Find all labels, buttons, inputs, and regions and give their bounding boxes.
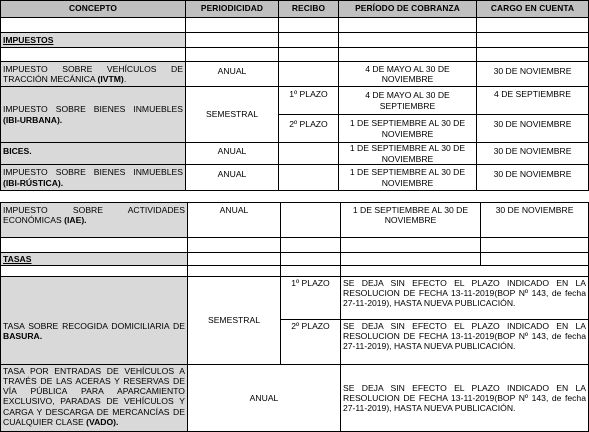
blank-row-3-periodo	[340, 237, 481, 253]
row-vado-periodicidad-value: ANUAL	[249, 392, 279, 403]
header-periodo	[338, 0, 477, 18]
row-basura-plazo1-recibo-value: 1º PLAZO	[291, 278, 330, 288]
header-cargo	[476, 0, 589, 18]
header-periodicidad-label: PERIODICIDAD	[200, 3, 264, 14]
blank-row-1-periodicidad	[185, 17, 279, 33]
blank-row-2-periodicidad	[185, 47, 279, 62]
row-iae-concepto-bold: (IAE).	[64, 215, 87, 226]
row-bices-recibo	[278, 142, 339, 165]
blank-row-2-recibo	[278, 47, 339, 62]
row-ibi-urbana-plazo2-periodo-value: 1 DE SEPTIEMBRE AL 30 DE NOVIEMBRE	[349, 118, 466, 139]
row-ibi-urbana-plazo2-recibo-value: 2º PLAZO	[289, 119, 328, 129]
header-periodicidad	[185, 0, 279, 18]
row-ibi-rustica-cargo	[476, 164, 589, 191]
row-ivtm-cargo	[476, 61, 589, 87]
blank-row-3-periodicidad	[187, 237, 281, 253]
row-vado-nota-value: SE DEJA SIN EFECTO EL PLAZO INDICADO EN LA RESOLUCION DE FECHA 13-11-2019(BOP Nº 143, de fecha 27-11-2019), HASTA NUEVA PUBLICACIÓN.	[343, 382, 586, 414]
row-ibi-rustica-periodicidad-value: ANUAL	[217, 169, 247, 179]
section-impuestos	[0, 32, 186, 48]
row-ivtm-periodo-value: 4 DE MAYO AL 30 DE NOVIEMBRE	[365, 63, 450, 84]
section-impuestos-periodicidad	[185, 32, 279, 48]
row-basura-plazo1-nota-value: SE DEJA SIN EFECTO EL PLAZO INDICADO EN LA RESOLUCION DE FECHA 13-11-2019(BOP Nº 143, de fecha 27-11-2019), HASTA NUEVA PUBLICACIÓN.	[343, 278, 586, 309]
row-ibi-rustica-periodo	[338, 164, 477, 191]
section-impuestos-periodo	[338, 32, 477, 48]
row-bices-concepto-bold: BICES.	[3, 146, 32, 156]
row-vado-concepto-bold: (VADO).	[86, 416, 119, 427]
row-vado-concepto-text: TASA POR ENTRADAS DE VEHÍCULOS A TRAVÉS DE LAS ACERAS Y RESERVAS DE VÍA PÚBLICA PARA APARCAMIENTO EXCLUSIVO, PARADAS DE VEHÍCULOS Y CARGA Y DESCARGA DE MERCANCÍAS DE CUALQUIER CLASE	[3, 366, 185, 427]
section-impuestos-recibo	[278, 32, 339, 48]
blank-row-3-recibo	[280, 237, 341, 253]
row-ibi-rustica-concepto-text: IMPUESTO SOBRE BIENES INMUEBLES	[3, 167, 183, 178]
header-periodo-label: PERÍODO DE COBRANZA	[355, 3, 460, 14]
blank-row-1-recibo	[278, 17, 339, 33]
blank-row-2-cargo	[476, 47, 589, 62]
row-ibi-urbana-plazo1-cargo-value: 4 DE SEPTIEMBRE	[494, 89, 571, 99]
row-basura-plazo2-nota-value: SE DEJA SIN EFECTO EL PLAZO INDICADO EN LA RESOLUCION DE FECHA 13-11-2019(BOP Nº 143, de fecha 27-11-2019), HASTA NUEVA PUBLICACIÓN.	[343, 321, 586, 352]
row-ibi-urbana-plazo1-recibo-value: 1º PLAZO	[289, 89, 328, 99]
row-basura-concepto-bold: BASURA.	[3, 331, 43, 342]
section-tasas-recibo	[280, 252, 341, 266]
row-ivtm-concepto-text: IMPUESTO SOBRE VEHÍCULOS DE TRACCIÓN MECÁNICA	[3, 63, 183, 84]
section-impuestos-label: IMPUESTOS	[3, 34, 54, 45]
row-ivtm-periodicidad-value: ANUAL	[217, 66, 247, 76]
row-ivtm-concepto-tail: .	[123, 74, 127, 84]
row-ibi-rustica-concepto	[0, 164, 186, 191]
row-iae-periodo	[340, 202, 481, 238]
blank-row-1-concepto	[0, 17, 186, 33]
section-tasas-label: TASAS	[3, 253, 32, 264]
row-basura-plazo1-nota	[340, 276, 589, 320]
row-ivtm-recibo	[278, 61, 339, 87]
section-tasas-cargo	[480, 252, 589, 266]
row-bices-periodicidad	[185, 142, 279, 165]
row-bices-cargo-value: 30 DE NOVIEMBRE	[493, 146, 572, 156]
row-ivtm-cargo-value: 30 DE NOVIEMBRE	[493, 66, 572, 76]
header-concepto-label: CONCEPTO	[68, 3, 118, 14]
row-bices-concepto	[0, 142, 186, 165]
row-ibi-urbana-concepto-text: IMPUESTO SOBRE BIENES INMUEBLES	[3, 104, 183, 115]
row-basura-concepto-text: TASA SOBRE RECOGIDA DOMICILIARIA DE	[3, 321, 185, 331]
row-basura-periodicidad	[187, 276, 281, 365]
row-iae-periodicidad-value: ANUAL	[219, 205, 249, 215]
row-ibi-urbana-plazo2-cargo-value: 30 DE NOVIEMBRE	[493, 119, 572, 129]
blank-row-3-cargo	[480, 237, 589, 253]
header-cargo-label: CARGO EN CUENTA	[490, 3, 575, 14]
header-recibo	[278, 0, 339, 18]
blank-row-1-cargo	[476, 17, 589, 33]
section-impuestos-cargo	[476, 32, 589, 48]
blank-row-2-concepto	[0, 47, 186, 62]
row-ibi-rustica-concepto-bold: (IBI-RÚSTICA).	[3, 177, 64, 188]
row-iae-concepto-text: IMPUESTO SOBRE ACTIVIDADES ECONÓMICAS	[3, 205, 185, 226]
row-bices-periodo-value: 1 DE SEPTIEMBRE AL 30 DE NOVIEMBRE	[349, 143, 466, 164]
row-basura-plazo2-recibo	[280, 319, 341, 365]
row-vado-concepto	[0, 364, 188, 432]
row-bices-cargo	[476, 142, 589, 165]
row-ibi-urbana-plazo1-cargo	[476, 86, 589, 115]
row-basura-periodicidad-value: SEMESTRAL	[207, 315, 261, 326]
row-ibi-urbana-periodicidad-value: SEMESTRAL	[205, 109, 259, 120]
row-ibi-urbana-periodicidad	[185, 86, 279, 143]
row-ivtm-periodo	[338, 61, 477, 87]
row-iae-cargo	[480, 202, 589, 238]
row-ibi-urbana-concepto-bold: (IBI-URBANA).	[3, 114, 63, 125]
row-ibi-urbana-plazo2-periodo	[338, 114, 477, 143]
row-ibi-rustica-periodo-value: 1 DE SEPTIEMBRE AL 30 DE NOVIEMBRE	[349, 167, 466, 188]
row-basura-plazo2-nota	[340, 319, 589, 365]
blank-row-1-periodo	[338, 17, 477, 33]
row-basura-plazo1-recibo	[280, 276, 341, 320]
row-vado-nota	[340, 364, 589, 432]
row-vado-periodicidad	[187, 364, 341, 432]
row-ibi-rustica-recibo	[278, 164, 339, 191]
row-ivtm-periodicidad	[185, 61, 279, 87]
row-ivtm-concepto	[0, 61, 186, 87]
row-ibi-rustica-cargo-value: 30 DE NOVIEMBRE	[493, 169, 572, 179]
row-ibi-urbana-plazo2-recibo	[278, 114, 339, 143]
section-tasas-periodicidad	[187, 252, 281, 266]
row-bices-periodo	[338, 142, 477, 165]
section-tasas	[0, 252, 188, 266]
row-ibi-urbana-plazo1-periodo	[338, 86, 477, 115]
row-ibi-urbana-plazo1-recibo	[278, 86, 339, 115]
row-iae-cargo-value: 30 DE NOVIEMBRE	[495, 205, 574, 215]
row-basura-plazo2-recibo-value: 2º PLAZO	[291, 321, 330, 331]
row-ibi-urbana-plazo1-periodo-value: 4 DE MAYO AL 30 DE SEPTIEMBRE	[365, 90, 450, 111]
row-ibi-urbana-plazo2-cargo	[476, 114, 589, 143]
row-iae-periodicidad	[187, 202, 281, 238]
row-bices-periodicidad-value: ANUAL	[217, 146, 247, 156]
blank-row-2-periodo	[338, 47, 477, 62]
row-ivtm-concepto-bold: (IVTM)	[97, 74, 124, 84]
header-recibo-label: RECIBO	[291, 3, 326, 14]
header-concepto	[0, 0, 186, 18]
blank-row-3-concepto	[0, 237, 188, 253]
row-iae-concepto	[0, 202, 188, 238]
row-ibi-rustica-periodicidad	[185, 164, 279, 191]
row-ibi-urbana-concepto	[0, 86, 186, 143]
section-tasas-periodo	[340, 252, 481, 266]
row-basura-concepto	[0, 276, 188, 365]
row-iae-periodo-value: 1 DE SEPTIEMBRE AL 30 DE NOVIEMBRE	[352, 205, 469, 226]
row-iae-recibo	[280, 202, 341, 238]
